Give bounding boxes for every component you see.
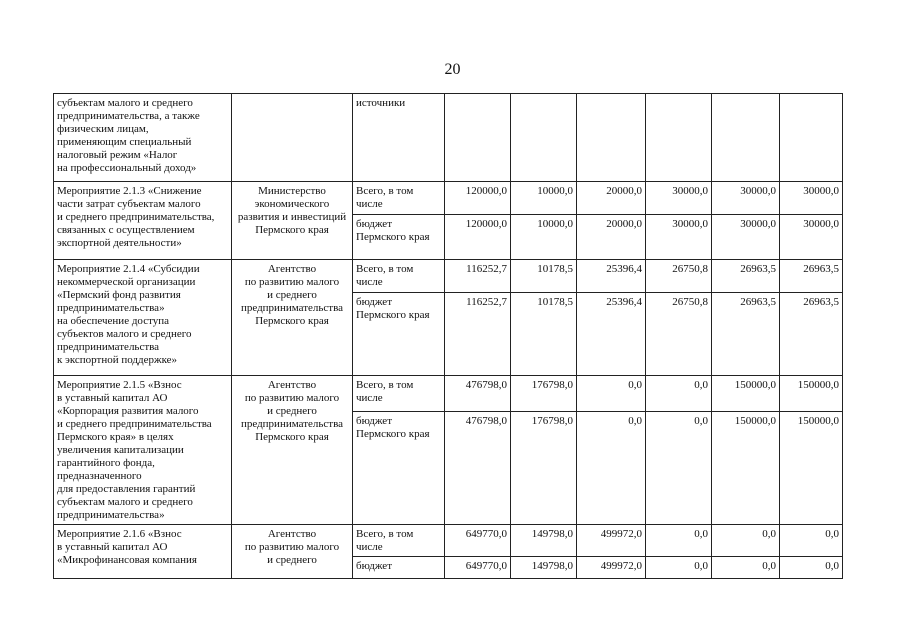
- executor-cell: [232, 525, 353, 579]
- cell-text-line: Всего, в том: [356, 263, 414, 275]
- cell-text-line: некоммерческой организации: [57, 276, 196, 288]
- cell-text-line: части затрат субъектам малого: [57, 198, 201, 210]
- table-row: [54, 376, 843, 412]
- amount-cell: 0,0: [646, 412, 712, 525]
- activity-cell: [54, 260, 232, 376]
- cell-text-line: на профессиональный доход»: [57, 162, 197, 174]
- amount-cell: [780, 94, 843, 182]
- cell-text-line: и среднего: [267, 405, 317, 417]
- amount-cell: 0,0: [780, 525, 843, 557]
- amount-cell: 30000,0: [646, 182, 712, 215]
- amount-cell: 10178,5: [511, 293, 577, 376]
- amount-cell: 499972,0: [577, 557, 646, 579]
- cell-text-line: развития и инвестиций: [237, 211, 347, 223]
- amount-cell: 20000,0: [577, 215, 646, 260]
- amount-cell: 30000,0: [712, 182, 780, 215]
- table-row: [54, 525, 843, 557]
- source-cell: [353, 412, 445, 525]
- amount-cell: 120000,0: [445, 215, 511, 260]
- cell-text-line: на обеспечение доступа: [57, 315, 170, 327]
- amount-cell: 0,0: [646, 376, 712, 412]
- cell-text-line: Пермского края: [255, 431, 329, 443]
- amount-cell: 10178,5: [511, 260, 577, 293]
- amount-cell: 649770,0: [445, 557, 511, 579]
- amount-cell: 10000,0: [511, 182, 577, 215]
- cell-text-line: Всего, в том: [356, 185, 414, 197]
- cell-text-line: Пермского края: [356, 309, 430, 321]
- cell-text-line: Пермского края: [255, 224, 329, 236]
- amount-cell: 499972,0: [577, 525, 646, 557]
- cell-text-line: Мероприятие 2.1.3 «Снижение: [57, 185, 202, 197]
- cell-text-line: экспортной деятельности»: [57, 237, 182, 249]
- activity-cell: [54, 94, 232, 182]
- cell-text-line: в уставный капитал АО: [57, 392, 168, 404]
- amount-cell: 149798,0: [511, 557, 577, 579]
- cell-text-line: по развитию малого: [244, 541, 340, 553]
- cell-text-line: «Корпорация развития малого: [57, 405, 199, 417]
- cell-text-line: предпринимательства: [57, 341, 160, 353]
- amount-cell: 649770,0: [445, 525, 511, 557]
- amount-cell: 26963,5: [712, 293, 780, 376]
- cell-text-line: Мероприятие 2.1.4 «Субсидии: [57, 263, 200, 275]
- cell-text-line: бюджет: [356, 218, 392, 230]
- amount-cell: 30000,0: [646, 215, 712, 260]
- cell-text-line: Пермского края: [356, 428, 430, 441]
- cell-text-line: источники: [356, 97, 406, 109]
- amount-cell: 150000,0: [712, 376, 780, 412]
- cell-text-line: предпринимательства: [240, 302, 344, 314]
- cell-text-line: Министерство: [258, 185, 326, 197]
- amount-cell: 0,0: [646, 557, 712, 579]
- amount-cell: 0,0: [712, 557, 780, 579]
- cell-text-line: Пермского края: [356, 231, 430, 243]
- cell-text-line: экономического: [254, 198, 330, 210]
- cell-text-line: числе: [356, 276, 383, 288]
- cell-text-line: субъектам малого и среднего: [57, 496, 193, 508]
- amount-cell: 176798,0: [511, 376, 577, 412]
- cell-text-line: в уставный капитал АО: [57, 541, 168, 553]
- cell-text-line: Всего, в том: [356, 379, 414, 391]
- cell-text-line: Агентство: [267, 379, 317, 391]
- cell-text-line: гарантийного фонда,: [57, 457, 155, 469]
- cell-text-line: по развитию малого: [244, 276, 340, 288]
- cell-text-line: Всего, в том: [356, 528, 414, 540]
- cell-text-line: для предоставления гарантий: [57, 483, 196, 495]
- source-cell: [353, 215, 445, 260]
- amount-cell: 0,0: [577, 376, 646, 412]
- activity-cell: [54, 376, 232, 525]
- source-cell: [353, 94, 445, 182]
- activity-cell: [54, 182, 232, 260]
- amount-cell: 176798,0: [511, 412, 577, 525]
- cell-text-line: предпринимательства, а также: [57, 110, 200, 122]
- cell-text-line: числе: [356, 541, 383, 553]
- amount-cell: 0,0: [577, 412, 646, 525]
- amount-cell: 30000,0: [780, 215, 843, 260]
- amount-cell: 149798,0: [511, 525, 577, 557]
- amount-cell: 26963,5: [780, 260, 843, 293]
- amount-cell: 30000,0: [780, 182, 843, 215]
- source-cell: [353, 557, 445, 579]
- amount-cell: 120000,0: [445, 182, 511, 215]
- amount-cell: [511, 94, 577, 182]
- amount-cell: 30000,0: [712, 215, 780, 260]
- executor-cell: [232, 94, 353, 182]
- table-row: [54, 94, 843, 182]
- executor-cell: [232, 376, 353, 525]
- cell-text-line: предназначенного: [57, 470, 142, 482]
- cell-text-line: по развитию малого: [244, 392, 340, 404]
- cell-text-line: субъектам малого и среднего: [57, 97, 193, 109]
- amount-cell: 150000,0: [780, 412, 843, 525]
- cell-text-line: к экспортной поддержке»: [57, 354, 178, 366]
- executor-cell: [232, 182, 353, 260]
- cell-text-line: бюджет: [356, 560, 392, 572]
- cell-text-line: числе: [356, 198, 383, 210]
- amount-cell: [712, 94, 780, 182]
- cell-text-line: субъектов малого и среднего: [57, 328, 192, 340]
- executor-cell: [232, 260, 353, 376]
- amount-cell: [646, 94, 712, 182]
- amount-cell: 476798,0: [445, 412, 511, 525]
- cell-text-line: налоговый режим «Налог: [57, 149, 178, 161]
- table-row: [54, 260, 843, 293]
- cell-text-line: «Пермский фонд развития: [57, 289, 181, 301]
- cell-text-line: бюджет: [356, 296, 392, 308]
- cell-text-line: числе: [356, 392, 383, 404]
- cell-text-line: предпринимательства»: [57, 302, 165, 314]
- cell-text-line: Агентство: [267, 528, 317, 540]
- cell-text-line: и среднего: [267, 289, 317, 301]
- amount-cell: 0,0: [646, 525, 712, 557]
- cell-text-line: применяющим специальный: [57, 136, 192, 148]
- amount-cell: 116252,7: [445, 293, 511, 376]
- cell-text-line: Мероприятие 2.1.5 «Взнос: [57, 379, 182, 391]
- amount-cell: 26963,5: [712, 260, 780, 293]
- source-cell: [353, 293, 445, 376]
- cell-text-line: физическим лицам,: [57, 123, 149, 135]
- amount-cell: 26750,8: [646, 260, 712, 293]
- cell-text-line: бюджет: [356, 415, 392, 428]
- amount-cell: 0,0: [712, 525, 780, 557]
- amount-cell: [445, 94, 511, 182]
- amount-cell: 10000,0: [511, 215, 577, 260]
- activity-cell: [54, 525, 232, 579]
- amount-cell: [577, 94, 646, 182]
- amount-cell: 150000,0: [712, 412, 780, 525]
- table-row: [54, 182, 843, 215]
- cell-text-line: и среднего предпринимательства,: [57, 211, 215, 223]
- cell-text-line: и среднего: [267, 554, 317, 566]
- cell-text-line: Пермского края» в целях: [57, 431, 174, 443]
- cell-text-line: Пермского края: [255, 315, 329, 327]
- amount-cell: 476798,0: [445, 376, 511, 412]
- cell-text-line: «Микрофинансовая компания: [57, 554, 197, 566]
- amount-cell: 0,0: [780, 557, 843, 579]
- cell-text-line: связанных с осуществлением: [57, 224, 195, 236]
- page-number: 20: [444, 61, 461, 78]
- budget-table: [53, 93, 843, 579]
- source-cell: [353, 376, 445, 412]
- source-cell: [353, 182, 445, 215]
- cell-text-line: Агентство: [267, 263, 317, 275]
- amount-cell: 25396,4: [577, 293, 646, 376]
- amount-cell: 25396,4: [577, 260, 646, 293]
- cell-text-line: Мероприятие 2.1.6 «Взнос: [57, 528, 182, 540]
- amount-cell: 26963,5: [780, 293, 843, 376]
- source-cell: [353, 525, 445, 557]
- amount-cell: 150000,0: [780, 376, 843, 412]
- amount-cell: 116252,7: [445, 260, 511, 293]
- amount-cell: 20000,0: [577, 182, 646, 215]
- source-cell: [353, 260, 445, 293]
- cell-text-line: предпринимательства: [240, 418, 344, 430]
- cell-text-line: и среднего предпринимательства: [57, 418, 212, 430]
- cell-text-line: увеличения капитализации: [57, 444, 184, 456]
- amount-cell: 26750,8: [646, 293, 712, 376]
- cell-text-line: предпринимательства»: [57, 509, 165, 521]
